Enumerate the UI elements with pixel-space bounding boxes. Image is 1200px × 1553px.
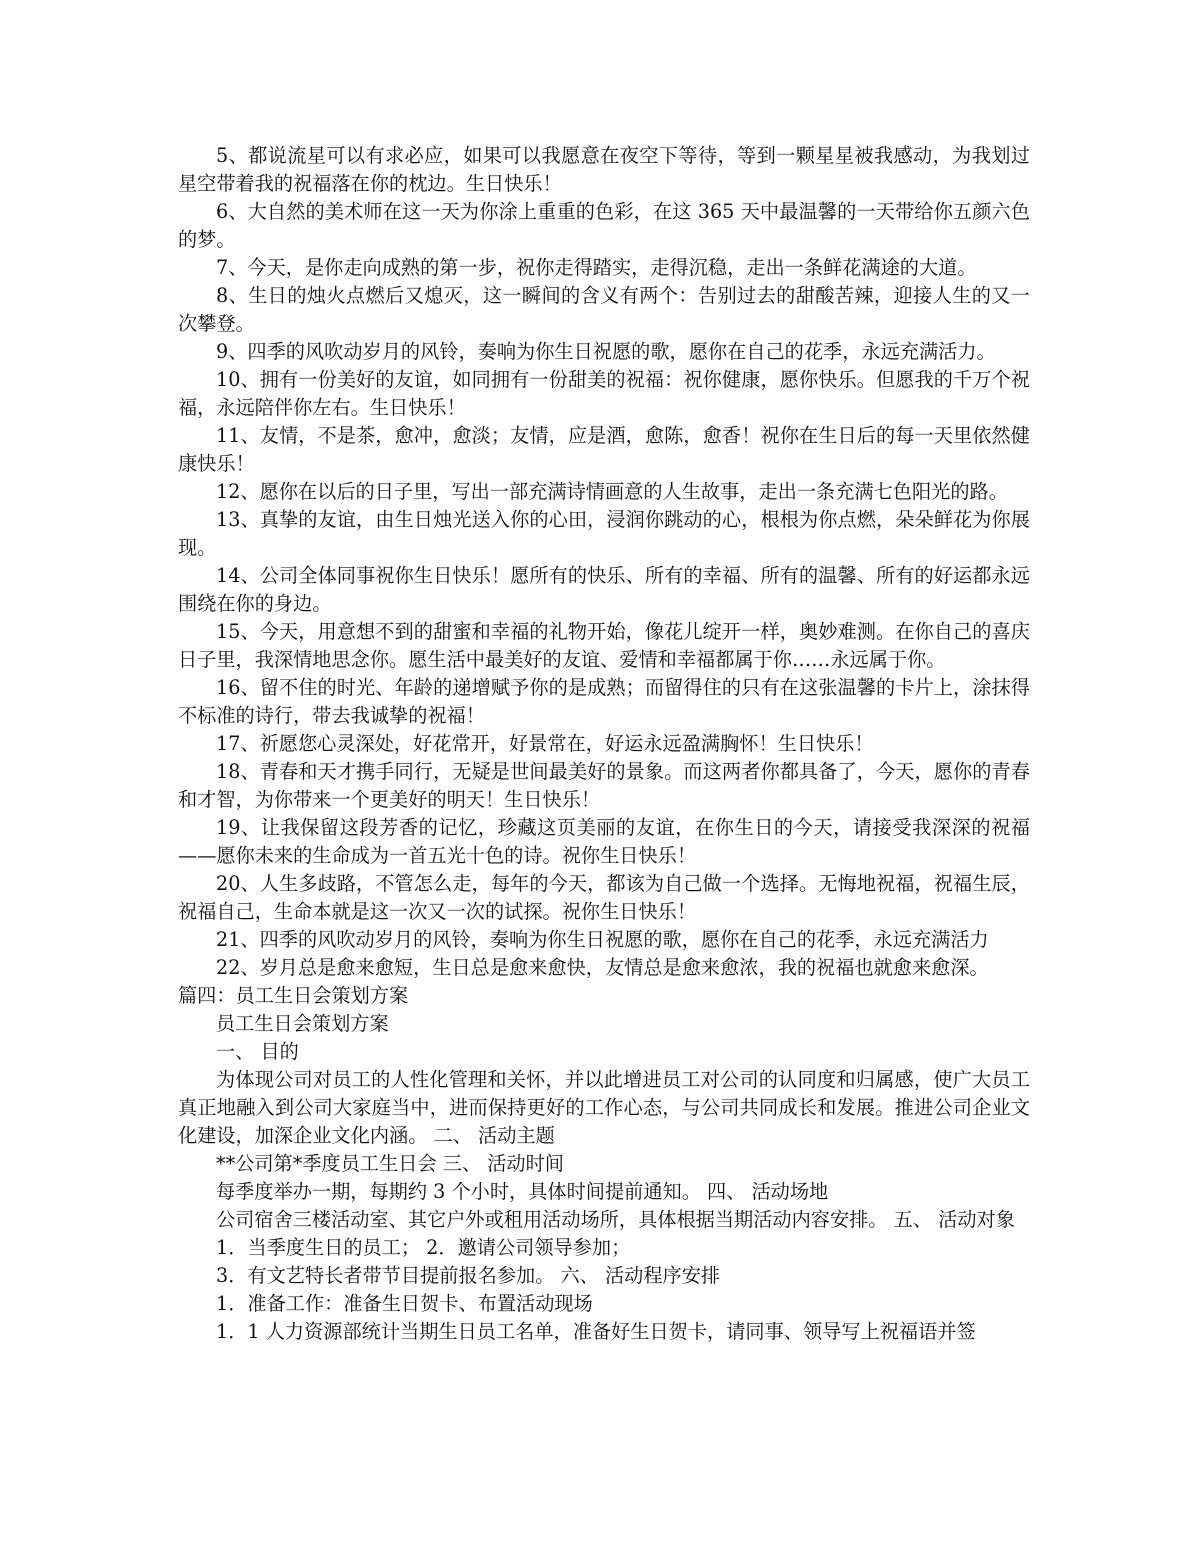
paragraph: 17、祈愿您心灵深处，好花常开，好景常在，好运永远盈满胸怀！生日快乐！ bbox=[216, 732, 874, 755]
list-item: 1．准备工作：准备生日贺卡、布置活动现场 bbox=[216, 1292, 593, 1315]
paragraph: 16、留不住的时光、年龄的递增赋予你的是成熟；而留得住的只有在这张温馨的卡片上，涂抹得不标准的诗行，带去我诚挚的祝福！ bbox=[178, 676, 1030, 727]
paragraph: 13、真挚的友谊，由生日烛光送入你的心田，浸润你跳动的心，根根为你点燃，朵朵鲜花为你展现。 bbox=[178, 508, 1030, 559]
paragraph: 9、四季的风吹动岁月的风铃，奏响为你生日祝愿的歌，愿你在自己的花季，永远充满活力。 bbox=[216, 340, 996, 363]
paragraph: 11、友情，不是茶，愈冲，愈淡；友情，应是酒，愈陈，愈香！祝你在生日后的每一天里依然健康快乐！ bbox=[178, 424, 1030, 475]
paragraph: **公司第*季度员工生日会 三、 活动时间 bbox=[216, 1152, 564, 1175]
paragraph: 15、今天，用意想不到的甜蜜和幸福的礼物开始，像花儿绽开一样，奥妙难测。在你自己的喜庆日子里，我深情地思念你。愿生活中最美好的友谊、爱情和幸福都属于你……永远属于你。 bbox=[178, 620, 1030, 671]
paragraph: 14、公司全体同事祝你生日快乐！愿所有的快乐、所有的幸福、所有的温馨、所有的好运都永远围绕在你的身边。 bbox=[178, 564, 1030, 615]
paragraph: 10、拥有一份美好的友谊，如同拥有一份甜美的祝福：祝你健康，愿你快乐。但愿我的千万个祝福，永远陪伴你左右。生日快乐！ bbox=[178, 368, 1030, 419]
paragraph: 6、大自然的美术师在这一天为你涂上重重的色彩，在这 365 天中最温馨的一天带给你五颜六色的梦。 bbox=[178, 200, 1030, 251]
list-item: 3．有文艺特长者带节目提前报名参加。 六、 活动程序安排 bbox=[216, 1264, 721, 1287]
paragraph: 8、生日的烛火点燃后又熄灭，这一瞬间的含义有两个：告别过去的甜酸苦辣，迎接人生的又一次攀登。 bbox=[178, 284, 1030, 335]
paragraph: 19、让我保留这段芳香的记忆，珍藏这页美丽的友谊，在你生日的今天，请接受我深深的祝福——愿你未来的生命成为一首五光十色的诗。祝你生日快乐！ bbox=[178, 816, 1030, 867]
list-item: 1．1 人力资源部统计当期生日员工名单，准备好生日贺卡，请同事、领导写上祝福语并签 bbox=[216, 1320, 976, 1343]
paragraph: 每季度举办一期，每期约 3 个小时，具体时间提前通知。 四、 活动场地 bbox=[216, 1180, 829, 1203]
paragraph: 18、青春和天才携手同行，无疑是世间最美好的景象。而这两者你都具备了，今天，愿你的青春和才智，为你带来一个更美好的明天！生日快乐！ bbox=[178, 760, 1030, 811]
paragraph: 为体现公司对员工的人性化管理和关怀，并以此增进员工对公司的认同度和归属感，使广大员工真正地融入到公司大家庭当中，进而保持更好的工作心态，与公司共同成长和发展。推进公司企业文化建设，加深企业文化内涵。 二、 活动主题 bbox=[178, 1068, 1030, 1147]
section-heading: 一、 目的 bbox=[216, 1040, 299, 1063]
document-page bbox=[178, 142, 1030, 1346]
section-heading: 篇四：员工生日会策划方案 bbox=[178, 984, 409, 1007]
paragraph: 7、今天，是你走向成熟的第一步，祝你走得踏实，走得沉稳，走出一条鲜花满途的大道。 bbox=[216, 256, 977, 279]
paragraph: 20、人生多歧路，不管怎么走，每年的今天，都该为自己做一个选择。无悔地祝福，祝福生辰，祝福自己，生命本就是这一次又一次的试探。祝你生日快乐！ bbox=[178, 872, 1030, 923]
document-title: 员工生日会策划方案 bbox=[216, 1012, 389, 1035]
paragraph: 公司宿舍三楼活动室、其它户外或租用活动场所，具体根据当期活动内容安排。 五、 活动对象 bbox=[216, 1208, 1015, 1231]
paragraph: 12、愿你在以后的日子里，写出一部充满诗情画意的人生故事，走出一条充满七色阳光的路。 bbox=[216, 480, 1008, 503]
paragraph: 21、四季的风吹动岁月的风铃，奏响为你生日祝愿的歌，愿你在自己的花季，永远充满活力 bbox=[216, 928, 989, 951]
paragraph: 5、都说流星可以有求必应，如果可以我愿意在夜空下等待，等到一颗星星被我感动，为我划过星空带着我的祝福落在你的枕边。生日快乐！ bbox=[178, 144, 1030, 195]
paragraph: 22、岁月总是愈来愈短，生日总是愈来愈快，友情总是愈来愈浓，我的祝福也就愈来愈深。 bbox=[216, 956, 989, 979]
list-item: 1．当季度生日的员工； 2．邀请公司领导参加； bbox=[216, 1236, 631, 1259]
